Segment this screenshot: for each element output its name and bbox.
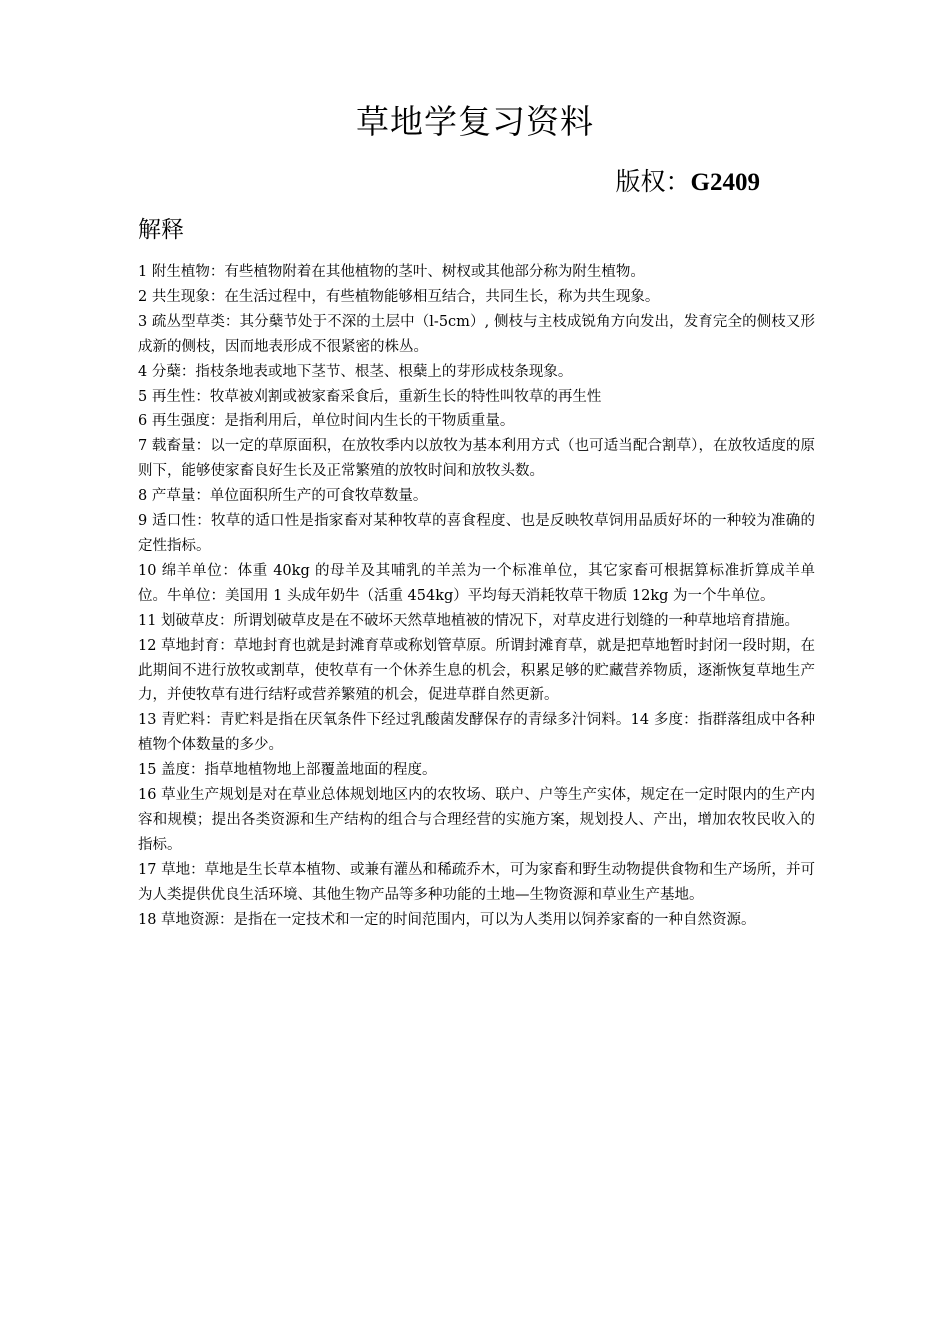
definition-entry: 13 青贮料：青贮料是指在厌氧条件下经过乳酸菌发酵保存的青绿多汁饲料。14 多度：指群落组成中各种植物个体数量的多少。 (138, 712, 815, 754)
definitions-list (138, 260, 815, 932)
definition-entry: 2 共生现象：在生活过程中，有些植物能够相互结合，共同生长，称为共生现象。 (138, 288, 660, 305)
definition-entry: 5 再生性：牧草被刈割或被家畜采食后，重新生长的特性叫牧草的再生性 (138, 388, 602, 405)
definition-entry: 18 草地资源：是指在一定技术和一定的时间范围内，可以为人类用以饲养家畜的一种自然资源。 (138, 911, 756, 928)
definition-entry: 1 附生植物：有些植物附着在其他植物的茎叶、树杈或其他部分称为附生植物。 (138, 264, 645, 280)
definition-entry: 16 草业生产规划是对在草业总体规划地区内的农牧场、联户、户等生产实体，规定在一定时限内的生产内容和规模；提出各类资源和生产结构的组合与合理经营的实施方案，规划投人、产出，增加农牧民收入的指标。 (138, 787, 815, 853)
definition-entry: 4 分蘖：指枝条地表或地下茎节、根茎、根蘖上的芽形成枝条现象。 (138, 363, 573, 380)
definition-entry: 3 疏丛型草类：其分蘖节处于不深的土层中（l-5cm）, 侧枝与主枝成锐角方向发出，发育完全的侧枝又形成新的侧枝，因而地表形成不很紧密的株丛。 (138, 313, 815, 355)
copyright-label: 版权： (615, 167, 691, 196)
definition-entry: 9 适口性：牧草的适口性是指家畜对某种牧草的喜食程度、也是反映牧草饲用品质好坏的一种较为准确的定性指标。 (138, 513, 815, 554)
definition-entry: 11 划破草皮：所谓划破草皮是在不破坏天然草地植被的情况下，对草皮进行划缝的一种草地培育措施。 (138, 612, 800, 629)
definition-entry: 7 载畜量：以一定的草原面积，在放牧季内以放牧为基本利用方式（也可适当配合割草），在放牧适度的原则下，能够使家畜良好生长及正常繁殖的放牧时间和放牧头数。 (138, 438, 815, 480)
copyright-code: G2409 (690, 169, 760, 196)
definition-entry: 8 产草量：单位面积所生产的可食牧草数量。 (138, 488, 428, 505)
section-heading: 解释 (138, 217, 184, 243)
document-title: 草地学复习资料 (356, 102, 594, 141)
definition-entry: 10 绵羊单位：体重 40kg 的母羊及其哺乳的羊羔为一个标准单位，其它家畜可根据算标准折算成羊单位。牛单位：美国用 1 头成年奶牛（活重 454kg）平均每天消耗牧草干物质 12kg 为一个牛单位。 (138, 562, 815, 604)
copyright-line (616, 164, 760, 201)
definition-entry: 6 再生强度：是指利用后，单位时间内生长的干物质重量。 (138, 413, 515, 430)
definition-entry: 15 盖度：指草地植物地上部覆盖地面的程度。 (138, 762, 437, 779)
definition-entry: 17 草地：草地是生长草本植物、或兼有灌丛和稀疏乔木，可为家畜和野生动物提供食物和生产场所，并可为人类提供优良生活环境、其他生物产品等多种功能的土地—生物资源和草业生产基地。 (138, 861, 815, 903)
definition-entry: 12 草地封育：草地封育也就是封滩育草或称划管草原。所谓封滩育草，就是把草地暂时封闭一段时期，在此期间不进行放牧或割草，使牧草有一个休养生息的机会，积累足够的贮藏营养物质，逐渐恢复草地生产力，并使牧草有进行结籽或营养繁殖的机会，促进草群自然更新。 (138, 637, 815, 704)
